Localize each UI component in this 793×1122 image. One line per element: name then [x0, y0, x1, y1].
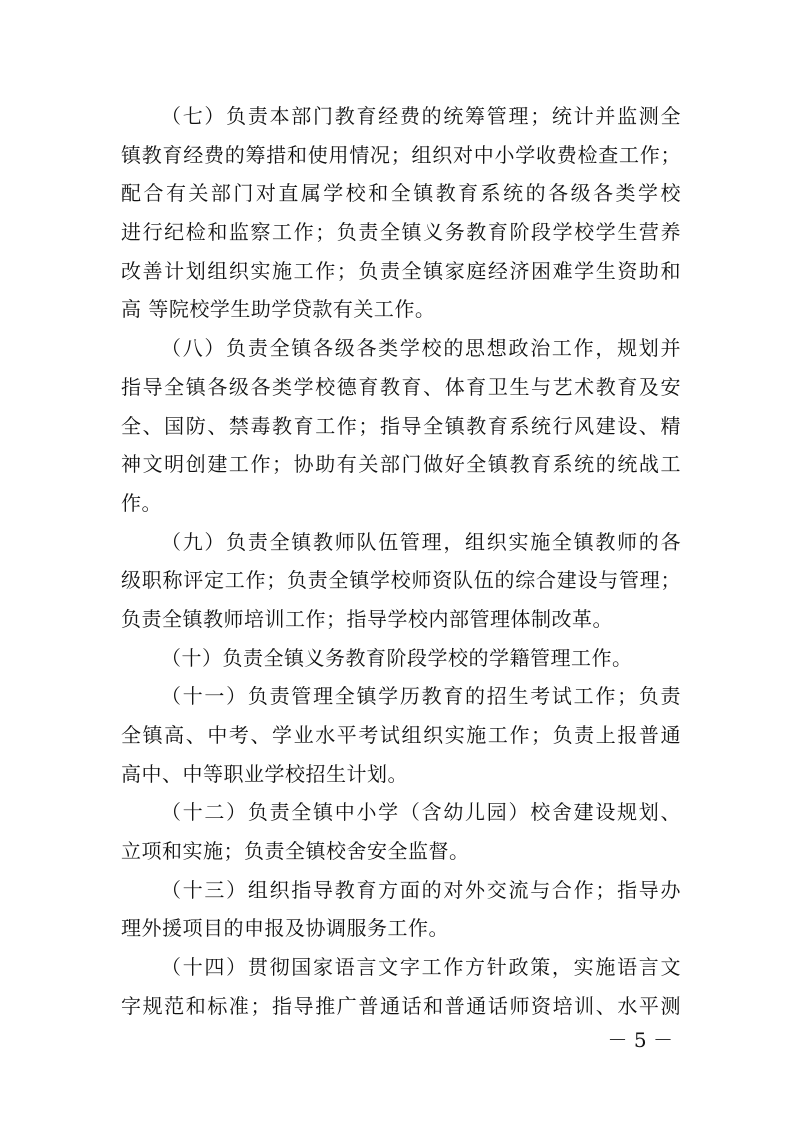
text-line: 全、国防、禁毒教育工作；指导全镇教育系统行风建设、精	[121, 413, 681, 438]
text-line: （十三）组织指导教育方面的对外交流与合作；指导办	[161, 877, 681, 902]
text-line: 神文明创建工作；协助有关部门做好全镇教育系统的统战工	[121, 452, 681, 477]
text-line: 立项和实施；负责全镇校舍安全监督。	[121, 839, 470, 864]
document-body	[121, 97, 681, 1026]
text-line: 理外援项目的申报及协调服务工作。	[121, 916, 449, 941]
text-line: （十）负责全镇义务教育阶段学校的学籍管理工作。	[161, 645, 633, 670]
text-line: （八）负责全镇各级各类学校的思想政治工作，规划并	[161, 336, 681, 361]
text-line: 全镇高、中考、学业水平考试组织实施工作；负责上报普通	[121, 723, 681, 747]
paragraph	[121, 97, 681, 329]
text-line: 指导全镇各级各类学校德育教育、体育卫生与艺术教育及安	[121, 374, 681, 399]
text-line: 负责全镇教师培训工作；指导学校内部管理体制改革。	[121, 606, 613, 631]
paragraph	[121, 871, 681, 948]
paragraph	[121, 677, 681, 793]
paragraph	[121, 639, 681, 678]
paragraph	[121, 948, 681, 1025]
text-line: （七）负责本部门教育经费的统筹管理；统计并监测全	[161, 104, 681, 128]
text-line: 进行纪检和监察工作；负责全镇义务教育阶段学校学生营养	[121, 220, 681, 245]
text-line: 高中、中等职业学校招生计划。	[121, 761, 408, 786]
paragraph	[121, 793, 681, 870]
text-line: 镇教育经费的筹措和使用情况；组织对中小学收费检查工作；	[121, 142, 681, 167]
text-line: 作。	[121, 490, 162, 515]
paragraph	[121, 523, 681, 639]
text-line: （十一）负责管理全镇学历教育的招生考试工作；负责	[161, 684, 681, 709]
text-line: 字规范和标准；指导推广普通话和普通话师资培训、水平测	[121, 993, 681, 1018]
text-line: （九）负责全镇教师队伍管理，组织实施全镇教师的各	[161, 529, 681, 554]
text-line: （十四）贯彻国家语言文字工作方针政策，实施语言文	[161, 955, 681, 980]
page-number: － 5 －	[607, 1028, 673, 1052]
paragraph	[121, 329, 681, 522]
text-line: （十二）负责全镇中小学（含幼儿园）校舍建设规划、	[161, 800, 681, 825]
text-line: 改善计划组织实施工作；负责全镇家庭经济困难学生资助和	[121, 258, 681, 283]
text-line: 高 等院校学生助学贷款有关工作。	[121, 297, 436, 322]
text-line: 配合有关部门对直属学校和全镇教育系统的各级各类学校	[121, 181, 681, 206]
text-line: 级职称评定工作；负责全镇学校师资队伍的综合建设与管理；	[121, 568, 681, 593]
